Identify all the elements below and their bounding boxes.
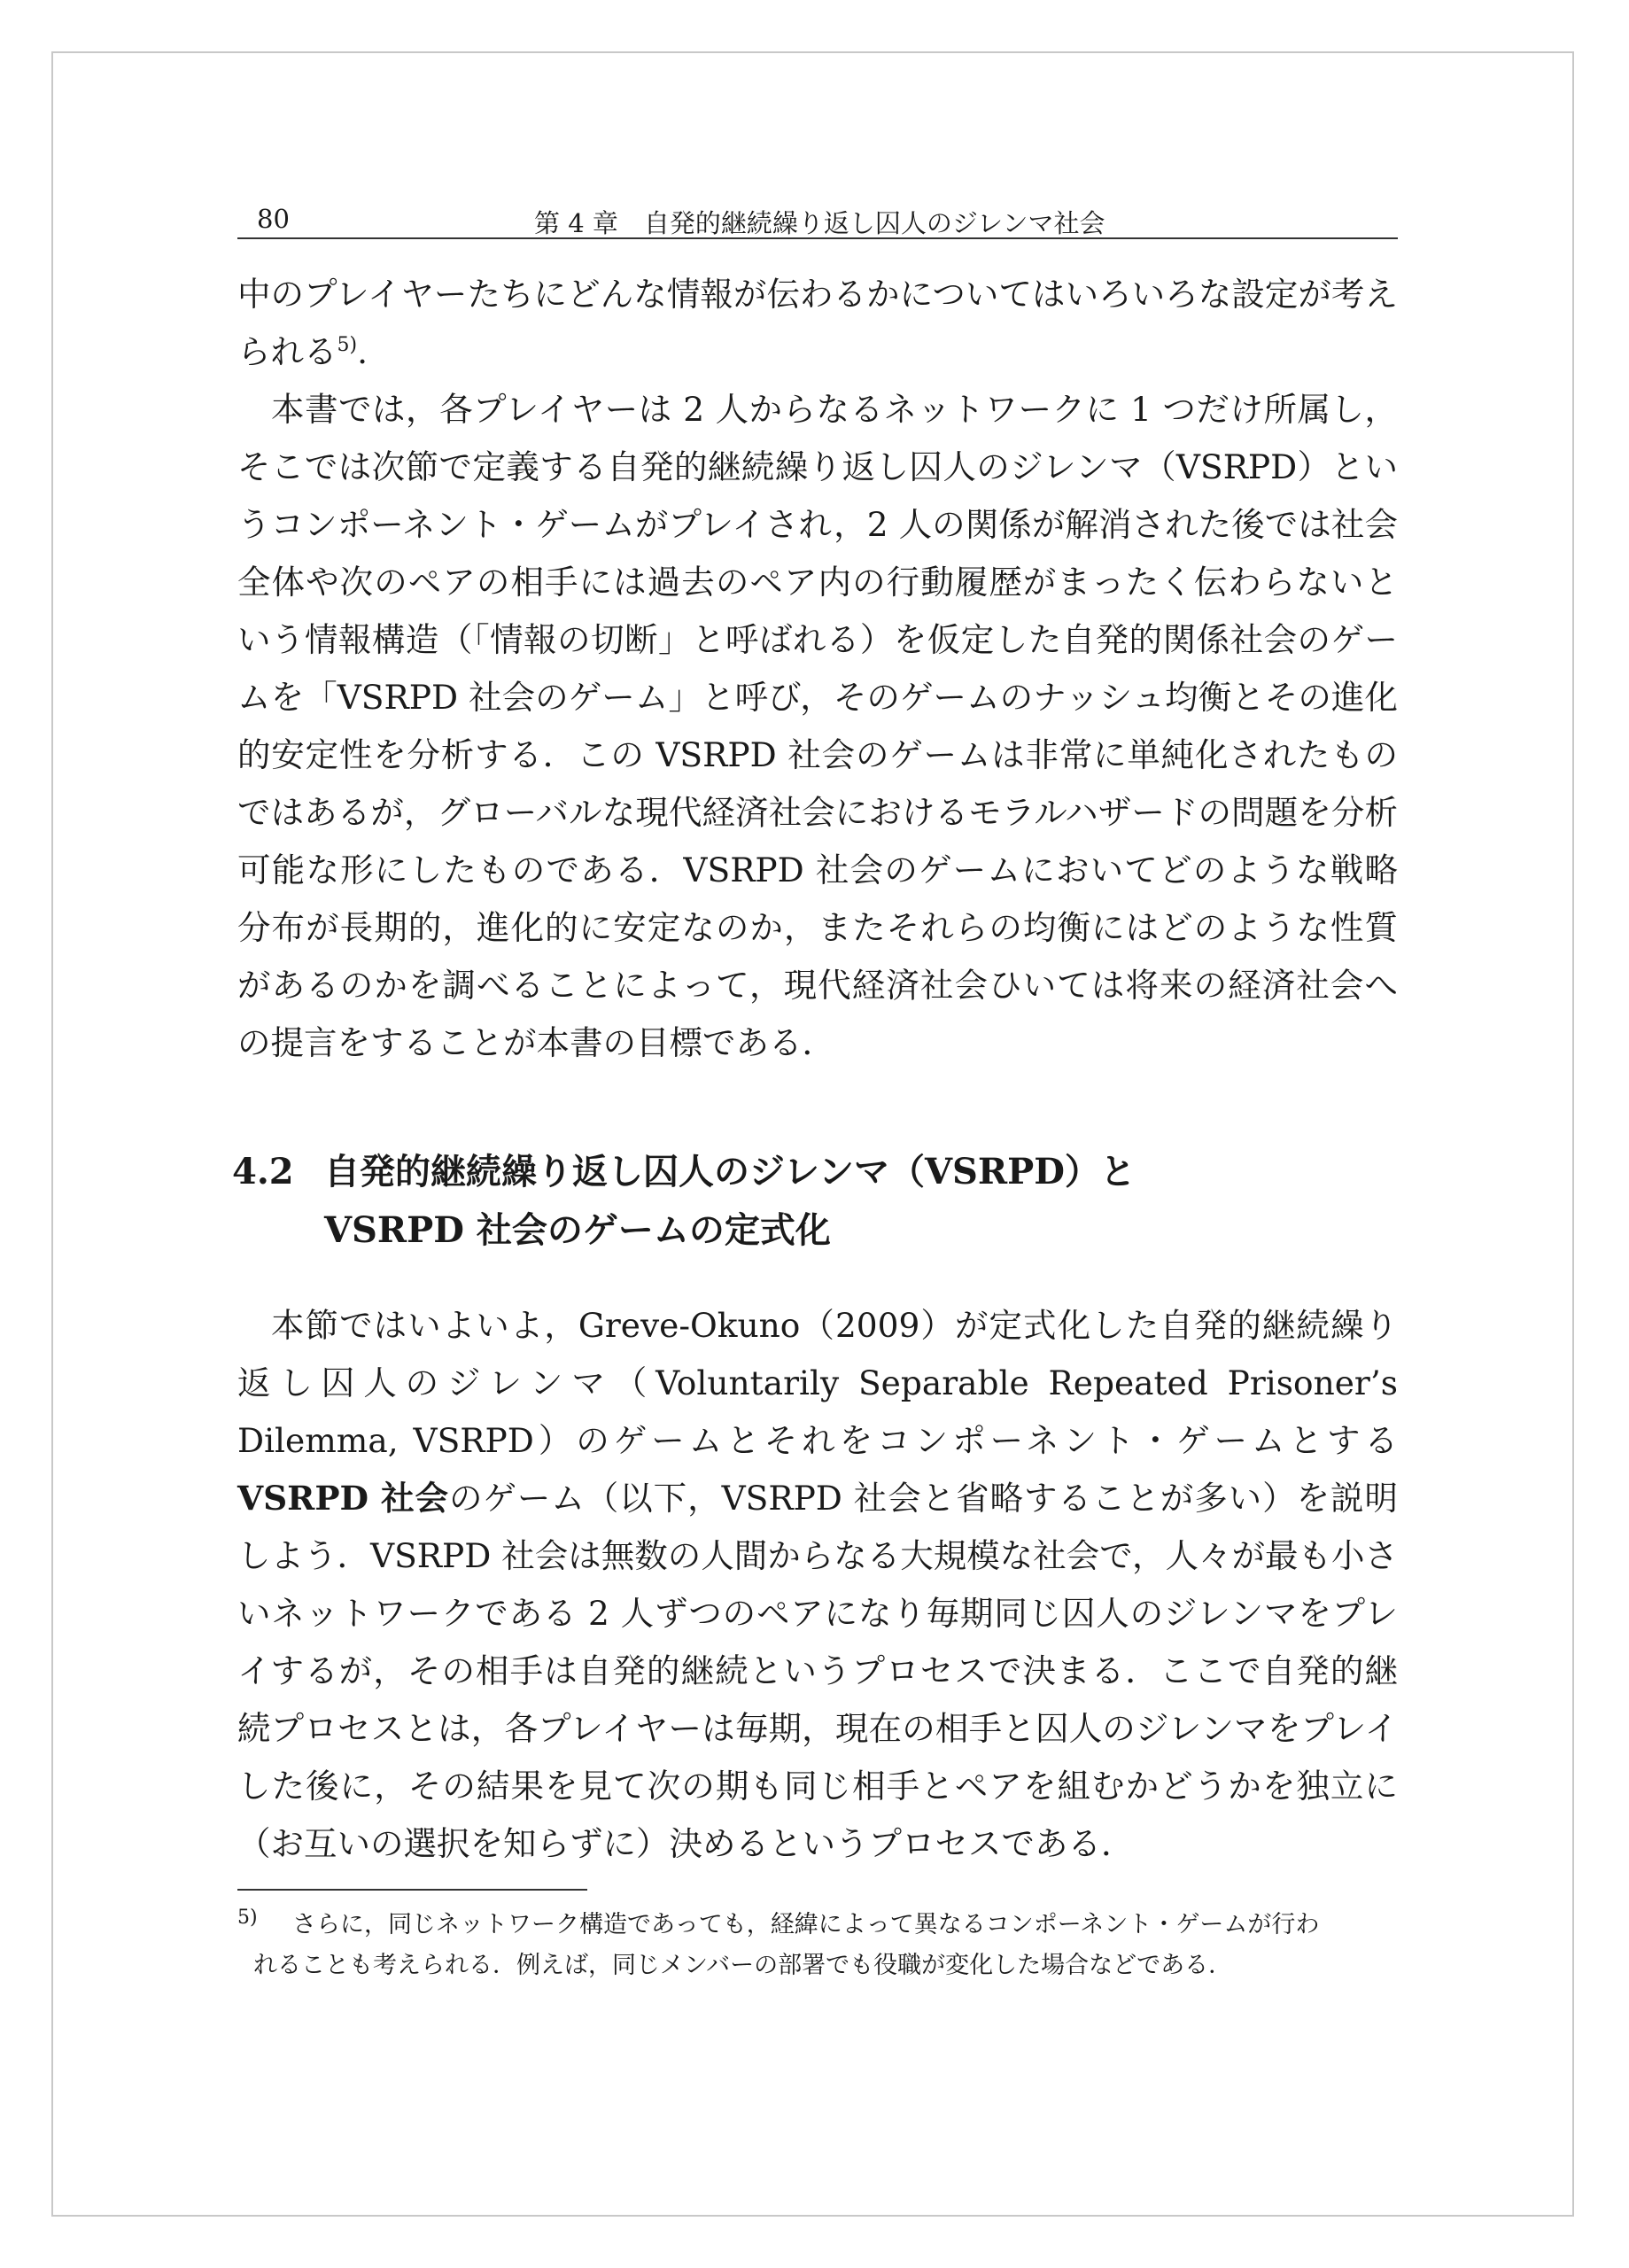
footnote-mark: 5) [237,1907,258,1929]
paragraph-2: 本書では，各プレイヤーは 2 人からなるネットワークに 1 つだけ所属し，そこでは次節で定義する自発的継続繰り返し囚人のジレンマ（VSRPD）というコンポーネント・ゲームがプレイされ，2 人の関係が解消された後では社会全体や次のペアの相手には過去のペア内の行動履歴がまったく伝わらないという情報構造（「情報の切断」と呼ばれる）を仮定した自発的関係社会のゲームを「VSRPD 社会のゲーム」と呼び，そのゲームのナッシュ均衡とその進化的安定性を分析する．この VSRPD 社会のゲームは非常に単純化されたものではあるが，グローバルな現代経済社会におけるモラルハザードの問題を分析可能な形にしたものである．VSRPD 社会のゲームにおいてどのような戦略分布が長期的，進化的に安定なのか，またそれらの均衡にはどのような性質があるのかを調べることによって，現代経済社会ひいては将来の経済社会への提言をすることが本書の目標である． [237,390,1398,1062]
section-number: 4.2 [232,1151,294,1192]
body-bottom [237,1297,1398,1873]
body-top [237,266,1398,1072]
section-title-line2: VSRPD 社会のゲームの定式化 [324,1209,831,1251]
running-header [237,197,1398,239]
page-number: 80 [257,204,290,234]
running-title: 第 4 章 自発的継続繰り返し囚人のジレンマ社会 [534,208,1105,238]
bold-term: VSRPD 社会 [237,1479,449,1518]
footnote-line1: さらに，同じネットワーク構造であっても，経緯によって異なるコンポーネント・ゲームが行わ [292,1911,1320,1938]
footnote [237,1898,1398,1986]
section-heading [232,1143,1401,1260]
paragraph-3: 本節ではいよいよ，Greve-Okuno（2009）が定式化した自発的継続繰り返し囚人のジレンマ（Voluntarily Separable Repeated Prisoner’s Dilemma, VSRPD）のゲームとそれをコンポーネント・ゲームとする VSRPD 社会のゲーム（以下，VSRPD 社会と省略することが多い）を説明しよう．VSRPD 社会は無数の人間からなる大規模な社会で，人々が最も小さいネットワークである 2 人ずつのペアになり毎期同じ囚人のジレンマをプレイするが，その相手は自発的継続というプロセスで決まる．ここで自発的継続プロセスとは，各プレイヤーは毎期，現在の相手と囚人のジレンマをプレイした後に，その結果を見て次の期も同じ相手とペアを組むかどうかを独立に（お互いの選択を知らずに）決めるというプロセスである． [237,1306,1398,1863]
footnote-rule [237,1889,587,1891]
footnote-line2: れることも考えられる．例えば，同じメンバーの部署でも役職が変化した場合などである． [253,1952,1233,1979]
paragraph-1: 中のプレイヤーたちにどんな情報が伝わるかについてはいろいろな設定が考えられる$^{5)}$. [237,275,1398,371]
section-title-line1: 自発的継続繰り返し囚人のジレンマ（VSRPD）と [324,1151,1136,1192]
footnote-ref: 5) [337,334,358,356]
